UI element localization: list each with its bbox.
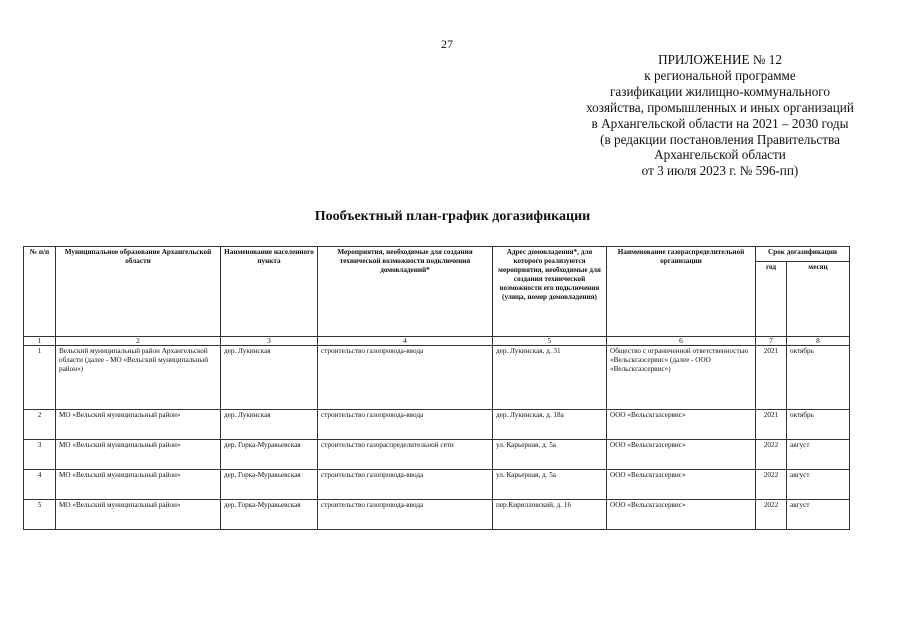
column-number-row [24,337,850,346]
cell-municipality: МО «Вельский муниципальный район» [56,470,221,500]
cell-address: дер. Лукинская, д. 18а [493,410,607,440]
column-number: 2 [56,337,221,346]
column-number: 4 [318,337,493,346]
cell-year: 2022 [756,440,787,470]
header-measures: Мероприятия, необходимые для создания технической возможности подключения домовладений* [318,247,493,337]
cell-month: октябрь [787,346,850,410]
table-row [24,440,850,470]
cell-organization: ООО «Вельскгазсервис» [607,440,756,470]
cell-measures: строительство газораспределительной сети [318,440,493,470]
header-organization: Наименование газораспределительной организации [607,247,756,337]
table-row [24,346,850,410]
cell-num: 3 [24,440,56,470]
cell-settlement: дер. Лукинская [221,410,318,440]
column-number: 8 [787,337,850,346]
document-title: Пообъектный план-график догазификации [314,209,591,224]
cell-measures: строительство газопровода-ввода [318,346,493,410]
header-num: № п/п [24,247,56,337]
header-address: Адрес домовладения*, для которого реализуются мероприятия, необходимые для создания технической возможности его подключения (улица, номер домовладения) [493,247,607,337]
table-header-row [24,247,850,262]
cell-municipality: МО «Вельский муниципальный район» [56,410,221,440]
header-term: Срок догазификации [756,247,850,262]
page-number: 27 [441,37,453,51]
appendix-line: газификации жилищно-коммунального [610,83,830,99]
appendix-heading [540,52,900,179]
cell-settlement: дер. Горка-Муравьевская [221,440,318,470]
cell-num: 4 [24,470,56,500]
cell-organization: Общество с ограниченной ответственностью «Вельскгазсервис» (далее - ООО «Вельскгазсервис») [607,346,756,410]
cell-month: октябрь [787,410,850,440]
column-number: 6 [607,337,756,346]
cell-organization: ООО «Вельскгазсервис» [607,500,756,530]
cell-address: пер.Кирилловский, д. 16 [493,500,607,530]
appendix-line: Архангельской области [654,147,786,163]
cell-measures: строительство газопровода-ввода [318,500,493,530]
cell-address: ул. Карьерная, д. 5а [493,440,607,470]
cell-address: дер. Лукинская, д. 31 [493,346,607,410]
cell-num: 5 [24,500,56,530]
cell-municipality: МО «Вельский муниципальный район» [56,500,221,530]
cell-settlement: дер. Горка-Муравьевская [221,500,318,530]
gasification-schedule-table [23,246,850,530]
appendix-line: хозяйства, промышленных и иных организаций [586,99,854,115]
cell-year: 2022 [756,470,787,500]
cell-municipality: МО «Вельский муниципальный район» [56,440,221,470]
column-number: 7 [756,337,787,346]
cell-measures: строительство газопровода-ввода [318,470,493,500]
cell-month: август [787,440,850,470]
column-number: 1 [24,337,56,346]
cell-measures: строительство газопровода-ввода [318,410,493,440]
table-row [24,470,850,500]
cell-num: 1 [24,346,56,410]
cell-year: 2022 [756,500,787,530]
cell-municipality: Вельский муниципальный район Архангельской области (далее - МО «Вельский муниципальный район») [56,346,221,410]
appendix-line: (в редакции постановления Правительства [600,131,840,147]
cell-organization: ООО «Вельскгазсервис» [607,470,756,500]
header-month: месяц [787,262,850,337]
cell-month: август [787,470,850,500]
cell-settlement: дер. Горка-Муравьевская [221,470,318,500]
column-number: 5 [493,337,607,346]
appendix-line: от 3 июля 2023 г. № 596-пп) [641,163,799,179]
cell-address: ул. Карьерная, д. 5а [493,470,607,500]
header-year: год [756,262,787,337]
cell-num: 2 [24,410,56,440]
column-number: 3 [221,337,318,346]
cell-year: 2021 [756,410,787,440]
cell-year: 2021 [756,346,787,410]
cell-settlement: дер. Лукинская [221,346,318,410]
appendix-line: в Архангельской области на 2021 – 2030 годы [591,115,849,131]
cell-organization: ООО «Вельскгазсервис» [607,410,756,440]
table-row [24,500,850,530]
header-municipality: Муниципальное образование Архангельской области [56,247,221,337]
appendix-line: к региональной программе [644,67,796,83]
table-row [24,410,850,440]
cell-month: август [787,500,850,530]
appendix-line: ПРИЛОЖЕНИЕ № 12 [658,52,782,67]
header-settlement: Наименование населенного пункта [221,247,318,337]
